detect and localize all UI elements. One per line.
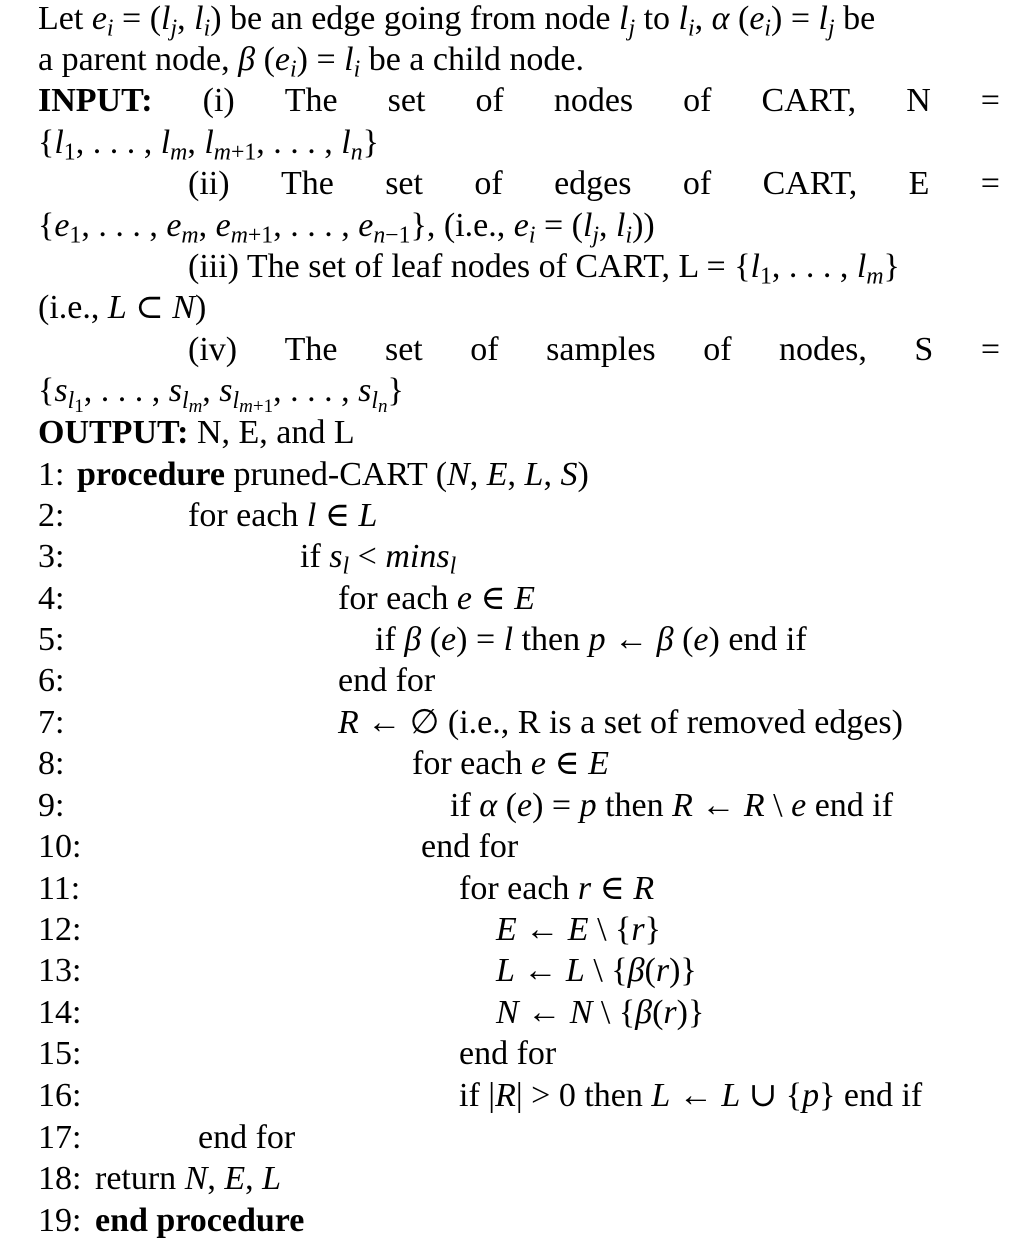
intro-text: be an edge going from node xyxy=(221,0,620,37)
algo-line-10 xyxy=(421,830,518,864)
line-number: 19: xyxy=(38,1202,82,1239)
word: set xyxy=(387,82,426,119)
line-number: 16: xyxy=(38,1077,82,1114)
line-number: 2: xyxy=(38,497,65,534)
algo-line-11: for each r ∈ R xyxy=(459,870,655,907)
line-number: 3: xyxy=(38,538,65,575)
text: (iii) The set of leaf nodes of CART, L xyxy=(188,248,707,285)
word: (iv) xyxy=(188,331,238,368)
word: (i) xyxy=(202,82,235,119)
output-line xyxy=(38,416,355,450)
algo-line-17 xyxy=(198,1121,295,1155)
algo-line-15 xyxy=(459,1037,556,1071)
word: S xyxy=(914,331,934,368)
word: edges xyxy=(554,165,632,202)
intro-text: Let xyxy=(38,0,92,37)
keyword: then xyxy=(596,787,673,824)
keyword: then xyxy=(513,621,589,658)
text: , (i.e., xyxy=(426,207,514,244)
input-ii-line xyxy=(188,167,1000,201)
algo-line-5: if β (e) = l then p ← β (e) end if xyxy=(375,621,807,658)
line-number: 15: xyxy=(38,1035,82,1072)
line-number: 8: xyxy=(38,745,65,782)
algo-line-7: R ← ∅ (i.e., R is a set of removed edges) xyxy=(338,704,903,741)
keyword: for each xyxy=(188,497,307,534)
word: of xyxy=(683,82,712,119)
algo-line-13: L ← L \ {β(r)} xyxy=(496,952,697,989)
word: of xyxy=(475,82,504,119)
keyword: if xyxy=(450,787,480,824)
keyword: for each xyxy=(459,870,578,907)
text: (i.e., R is a set of removed edges) xyxy=(439,704,903,741)
intro-text: to xyxy=(635,0,679,37)
algo-line-19 xyxy=(95,1204,304,1238)
output-text: N, E, and L xyxy=(188,414,355,451)
algo-line-9: if α (e) = p then R ← R \ e end if xyxy=(450,787,894,824)
word: = xyxy=(980,331,1000,368)
algo-line-18: return N, E, L xyxy=(95,1160,282,1197)
word: nodes, xyxy=(779,331,867,368)
line-number: 17: xyxy=(38,1119,82,1156)
word: (ii) xyxy=(188,165,230,202)
word: samples xyxy=(546,331,656,368)
keyword: end procedure xyxy=(95,1202,305,1239)
word: E xyxy=(908,165,930,202)
word: set xyxy=(384,331,423,368)
input-ii-set: {$e_1$, . . . , $e_m$, $e_{m+1}$, . . . , $e_{n-1}$}, (i.e., $e_i = (l_j$, $l_i$)) xyxy=(38,207,655,249)
line-number: 5: xyxy=(38,621,65,658)
intro-line-1: Let $e_i = (l_j$, $l_i$) be an edge going from node $l_j$ to $l_i$, α $(e_i) = l_j$ be xyxy=(38,0,876,42)
algo-line-4: for each e ∈ E xyxy=(338,580,535,617)
keyword: end if xyxy=(835,1077,923,1114)
keyword: end for xyxy=(459,1035,557,1072)
intro-text: be a child node. xyxy=(360,41,584,78)
algo-line-12: E ← E \ {r} xyxy=(496,911,661,948)
line-number: 1: xyxy=(38,456,65,493)
line-number: 14: xyxy=(38,994,82,1031)
keyword: for each xyxy=(412,745,531,782)
word: of xyxy=(474,165,503,202)
algo-line-8: for each e ∈ E xyxy=(412,745,609,782)
keyword: end for xyxy=(198,1119,296,1156)
text: pruned-CART xyxy=(224,456,436,493)
word: of xyxy=(470,331,499,368)
line-number: 9: xyxy=(38,787,65,824)
algo-line-14: N ← N \ {β(r)} xyxy=(496,994,705,1031)
algo-line-1: procedure pruned-CART (N, E, L, S) xyxy=(77,456,589,493)
word: = xyxy=(980,165,1000,202)
line-number: 4: xyxy=(38,580,65,617)
word: CART, xyxy=(761,82,857,119)
word: The xyxy=(284,331,338,368)
line-number: 10: xyxy=(38,828,82,865)
intro-text: , xyxy=(694,0,712,37)
word: set xyxy=(385,165,423,202)
line-number: 13: xyxy=(38,952,82,989)
algo-line-6 xyxy=(338,664,435,698)
input-iii-line: (iii) The set of leaf nodes of CART, $L = \{l_1$, . . . , $l_m$} xyxy=(188,248,900,290)
word: of xyxy=(703,331,732,368)
input-label: INPUT: xyxy=(38,82,153,119)
keyword: end if xyxy=(806,787,894,824)
text: (i.e., xyxy=(38,289,108,326)
intro-line-2: a parent node, β $(e_i) = l_i$ be a child node. xyxy=(38,41,584,83)
output-label: OUTPUT: xyxy=(38,414,189,451)
word: = xyxy=(980,82,1000,119)
line-number: 18: xyxy=(38,1160,82,1197)
keyword: if xyxy=(459,1077,489,1114)
keyword: end for xyxy=(338,662,436,699)
input-i-line xyxy=(38,84,1000,118)
word: N xyxy=(906,82,931,119)
line-number: 7: xyxy=(38,704,65,741)
line-number: 11: xyxy=(38,870,81,907)
keyword: procedure xyxy=(77,456,225,493)
line-number: 12: xyxy=(38,911,82,948)
word: The xyxy=(280,165,334,202)
algo-line-16: if |R| > 0 then L ← L ∪ {p} end if xyxy=(459,1077,923,1114)
keyword: end if xyxy=(719,621,807,658)
keyword: if xyxy=(300,538,330,575)
word: nodes xyxy=(553,82,634,119)
keyword: if xyxy=(375,621,405,658)
word: CART, xyxy=(762,165,858,202)
algo-line-3: if $s_l < \min s_l$ xyxy=(300,538,457,580)
keyword: then xyxy=(575,1077,652,1114)
intro-text: a parent node, xyxy=(38,41,239,78)
input-iv-line xyxy=(188,333,1000,367)
intro-text: be xyxy=(834,0,876,37)
keyword: return xyxy=(95,1160,185,1197)
input-iv-set: {$s_{l_1}$, . . . , $s_{l_m}$, $s_{l_{m+1}}$, . . . , $s_{l_n}$} xyxy=(38,372,404,417)
word: of xyxy=(682,165,712,202)
keyword: for each xyxy=(338,580,457,617)
input-iii-cont: (i.e., L ⊂ N) xyxy=(38,289,207,326)
keyword: end for xyxy=(421,828,519,865)
algo-line-2: for each l ∈ L xyxy=(188,497,378,534)
word: The xyxy=(284,82,338,119)
line-number: 6: xyxy=(38,662,65,699)
input-i-set: {$l_1$, . . . , $l_m$, $l_{m+1}$, . . . , $l_n$} xyxy=(38,124,379,166)
